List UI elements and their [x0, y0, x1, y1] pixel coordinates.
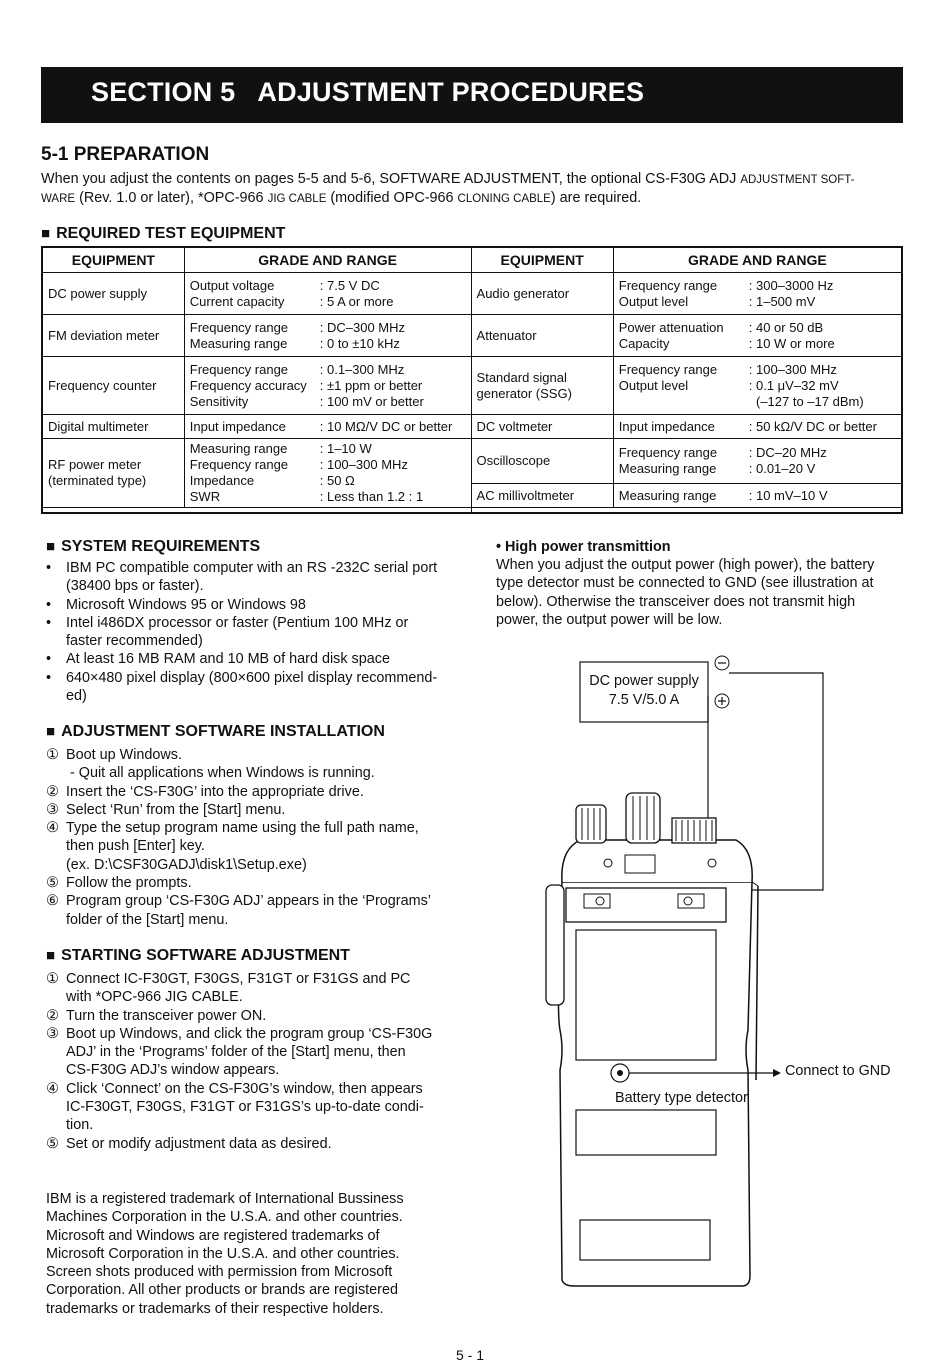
specs-cell [184, 273, 471, 315]
spec-value: : Less than 1.2 : 1 [319, 489, 424, 504]
spec-key: Measuring range [189, 335, 288, 351]
spec-value: : 1–500 mV [748, 293, 816, 309]
spec-key: Output level [618, 293, 689, 309]
highpower-line: type detector must be connected to GND (see illustration at [496, 575, 874, 592]
list-item [46, 669, 448, 706]
highpower-line: When you adjust the output power (high power), the battery [496, 557, 875, 573]
item-line: - Quit all applications when Windows is running. [66, 765, 375, 782]
item-line: with *OPC-966 JIG CABLE. [66, 989, 243, 1006]
spec-row [190, 473, 466, 489]
equipment-name: DC voltmeter [471, 415, 613, 439]
spec-row [619, 378, 896, 394]
spec-row [619, 278, 896, 294]
trademark-line: Microsoft and Windows are registered trademarks of [46, 1227, 380, 1244]
step-number: ⑤ [46, 1135, 59, 1152]
spec-key: Frequency range [189, 319, 289, 335]
spec-row [619, 445, 896, 461]
spec-row [619, 336, 896, 352]
spec-value: (–127 to –17 dBm) [748, 393, 864, 409]
spec-value: : 10 mV–10 V [748, 487, 828, 503]
item-line: Intel i486DX processor or faster (Pentium 100 MHz or [66, 614, 409, 631]
specs-cell [613, 484, 902, 508]
spec-key: Current capacity [189, 293, 285, 309]
numbered-item [46, 874, 448, 892]
spec-key: Capacity [618, 335, 670, 351]
spec-row [190, 419, 466, 435]
item-line: faster recommended) [66, 633, 203, 650]
numbered-item [46, 746, 448, 783]
spec-row [619, 320, 896, 336]
spec-key: Impedance [189, 473, 255, 488]
col-equipment-left: EQUIPMENT [42, 247, 184, 273]
spec-key: Measuring range [189, 441, 288, 456]
spec-row [619, 488, 896, 504]
item-line: IBM PC compatible computer with an RS -232C serial port [66, 560, 438, 576]
item-line: Click ‘Connect’ on the CS-F30G’s window, then appears [66, 1080, 423, 1097]
spec-row [190, 457, 466, 473]
side-grip [546, 885, 564, 1005]
spec-value: : ±1 ppm or better [319, 377, 423, 393]
bullet: • [46, 596, 52, 613]
spec-key: Frequency range [618, 361, 718, 377]
spec-row [190, 320, 466, 336]
spec-key: Frequency range [618, 277, 718, 293]
step-number: ⑥ [46, 893, 59, 910]
spec-row [619, 394, 896, 410]
spec-key: Output voltage [189, 277, 275, 293]
specs-cell [613, 315, 902, 357]
item-line: Turn the transceiver power ON. [66, 1007, 267, 1024]
highpower-text [496, 556, 898, 629]
battery-latch [580, 1220, 710, 1260]
numbered-item [46, 819, 448, 874]
spec-value: : 7.5 V DC [319, 277, 380, 293]
trademark-line: Corporation. All other products or brands are registered [46, 1282, 398, 1299]
prep-text-4-sc: CLONING CABLE [457, 193, 551, 206]
specs-cell [184, 415, 471, 439]
step-number: ③ [46, 801, 59, 818]
spec-value: : 0 to ±10 kHz [319, 335, 400, 351]
item-line: ADJ’ in the ‘Programs’ folder of the [Start] menu, then [66, 1044, 406, 1061]
item-line: Boot up Windows, and click the program group ‘CS-F30G [66, 1025, 433, 1042]
preparation-title: 5-1 PREPARATION [41, 144, 210, 165]
radio-diagram [540, 650, 920, 1290]
item-line: 640×480 pixel display (800×600 pixel display recommend- [66, 669, 438, 686]
prep-text-2-sc: WARE [41, 193, 76, 206]
dc-power-label [580, 672, 708, 710]
spec-value: : DC–300 MHz [319, 319, 405, 335]
item-line: Program group ‘CS-F30G ADJ’ appears in the ‘Programs’ [66, 893, 431, 910]
spec-value: : 50 kΩ/V DC or better [748, 418, 877, 434]
prep-text-4: ) are required. [550, 190, 642, 207]
preparation-text [41, 170, 903, 209]
numbered-item [46, 1135, 448, 1153]
table-row [42, 439, 902, 484]
spec-row [190, 278, 466, 294]
numbered-item [46, 1025, 448, 1080]
numbered-item [46, 970, 448, 1007]
specs-cell [613, 415, 902, 439]
gnd-arrow [773, 1069, 781, 1077]
item-line: Connect IC-F30GT, F30GS, F31GT or F31GS and PC [66, 971, 411, 987]
spec-value: : 5 A or more [319, 293, 394, 309]
step-number: ① [46, 971, 59, 987]
section-banner [41, 67, 903, 123]
step-number: ③ [46, 1025, 59, 1042]
trademark-line: IBM is a registered trademark of International Bussiness [46, 1191, 404, 1207]
table-row [42, 415, 902, 439]
list-item [46, 559, 448, 596]
item-line: (ex. D:\CSF30GADJ\disk1\Setup.exe) [66, 856, 307, 873]
spec-value: : 50 Ω [319, 473, 355, 488]
belt-clip-slot [625, 855, 655, 873]
spec-key: Frequency range [189, 457, 289, 472]
spec-value: : 100–300 MHz [319, 457, 408, 472]
list-item [46, 614, 448, 651]
starting-heading: ■ STARTING SOFTWARE ADJUSTMENT [46, 947, 350, 965]
prep-text-3-sc: JIG CABLE [267, 193, 327, 206]
spec-row [190, 362, 466, 378]
item-line: IC-F30GT, F30GS, F31GT or F31GS’s up-to-date condi- [66, 1099, 424, 1116]
numbered-item [46, 892, 448, 929]
spec-key: Measuring range [618, 487, 717, 503]
equipment-name: Digital multimeter [42, 415, 184, 439]
bullet: • [46, 614, 52, 631]
item-line: At least 16 MB RAM and 10 MB of hard disk space [66, 651, 390, 668]
equipment-name: RF power meter (terminated type) [42, 439, 184, 508]
col-grade-right: GRADE AND RANGE [613, 247, 902, 273]
prep-text-2: (Rev. 1.0 or later), *OPC-966 [75, 190, 268, 207]
install-heading: ■ ADJUSTMENT SOFTWARE INSTALLATION [46, 723, 385, 741]
psu-line-2: 7.5 V/5.0 A [608, 692, 680, 708]
equipment-name: AC millivoltmeter [471, 484, 613, 508]
step-number: ④ [46, 1080, 59, 1097]
prep-text-3: (modified OPC-966 [326, 190, 458, 207]
highpower-line: below). Otherwise the transceiver does not transmit high [496, 593, 856, 610]
step-number: ② [46, 783, 59, 800]
numbered-item [46, 801, 448, 819]
equipment-name: DC power supply [42, 273, 184, 315]
psu-line-1: DC power supply [589, 673, 699, 689]
spec-key: Output level [618, 377, 689, 393]
item-line: ed) [66, 688, 87, 705]
battery-window [576, 1110, 716, 1155]
spec-row [190, 394, 466, 410]
step-number: ② [46, 1007, 59, 1024]
system-list [46, 559, 448, 705]
numbered-item [46, 1080, 448, 1135]
step-number: ① [46, 747, 59, 763]
spec-value: : 100 mV or better [319, 393, 424, 409]
spec-row [190, 378, 466, 394]
blank-cell [42, 508, 471, 513]
spec-value: : 10 MΩ/V DC or better [319, 418, 453, 434]
spec-key: Power attenuation [618, 319, 724, 335]
bullet: • [46, 669, 52, 686]
knob-middle [626, 793, 660, 843]
spec-row [190, 294, 466, 310]
numbered-item [46, 1007, 448, 1025]
specs-cell [613, 357, 902, 415]
spec-row [619, 419, 896, 435]
section-title: SECTION 5 ADJUSTMENT PROCEDURES [91, 77, 645, 107]
highpower-line: power, the output power will be low. [496, 611, 723, 628]
item-line: folder of the [Start] menu. [66, 911, 229, 928]
item-line: Select ‘Run’ from the [Start] menu. [66, 801, 286, 818]
trademark-line: Machines Corporation in the U.S.A. and other countries. [46, 1209, 403, 1226]
equipment-name: Oscilloscope [471, 439, 613, 484]
spec-key: Frequency range [189, 361, 289, 377]
trademark-line: Screen shots produced with permission from Microsoft [46, 1264, 393, 1281]
trademark-line: trademarks or trademarks of their respective holders. [46, 1300, 384, 1317]
specs-cell [613, 439, 902, 484]
step-number: ⑤ [46, 875, 59, 892]
spec-value: : 0.01–20 V [748, 461, 816, 476]
spec-value: : DC–20 MHz [748, 445, 827, 460]
blank-cell [471, 508, 902, 513]
specs-cell [184, 439, 471, 508]
spec-row [619, 362, 896, 378]
table-row [42, 315, 902, 357]
spec-value: : 10 W or more [748, 335, 835, 351]
spec-key [619, 394, 749, 410]
spec-row [190, 489, 466, 505]
step-number: ④ [46, 820, 59, 837]
item-line: tion. [66, 1117, 94, 1134]
highpower-title: • High power transmittion [496, 539, 671, 555]
trademark-notice [46, 1190, 448, 1318]
item-line: then push [Enter] key. [66, 838, 205, 855]
numbered-item [46, 783, 448, 801]
equipment-heading: ■ REQUIRED TEST EQUIPMENT [41, 225, 285, 243]
prep-text-1-sc: ADJUSTMENT SOFT- [740, 174, 855, 186]
spec-key: Sensitivity [189, 393, 249, 409]
spec-key: Frequency range [618, 445, 718, 460]
specs-cell [184, 357, 471, 415]
spec-value: : 100–300 MHz [748, 361, 837, 377]
col-grade-left: GRADE AND RANGE [184, 247, 471, 273]
specs-cell [184, 315, 471, 357]
spec-value: : 40 or 50 dB [748, 319, 824, 335]
spec-value: : 1–10 W [319, 441, 372, 456]
connect-gnd-label: Connect to GND [785, 1063, 891, 1079]
system-heading: ■ SYSTEM REQUIREMENTS [46, 538, 260, 556]
spec-value: : 300–3000 Hz [748, 277, 834, 293]
spec-value: : 0.1 μV–32 mV [748, 377, 839, 393]
item-line: CS-F30G ADJ’s window appears. [66, 1062, 280, 1079]
spec-row [619, 294, 896, 310]
spec-key: Measuring range [618, 461, 717, 476]
table-row [42, 357, 902, 415]
bullet: • [46, 560, 52, 576]
knob-left [576, 805, 606, 843]
battery-detector-label: Battery type detector [615, 1090, 748, 1106]
table-row-blank [42, 508, 902, 513]
table-row [42, 273, 902, 315]
equipment-name: Standard signal generator (SSG) [471, 357, 613, 415]
spec-key: Input impedance [618, 418, 715, 434]
bullet: • [46, 651, 52, 668]
list-item [46, 596, 448, 614]
spec-key: Input impedance [189, 418, 286, 434]
equipment-name: FM deviation meter [42, 315, 184, 357]
col-equipment-right: EQUIPMENT [471, 247, 613, 273]
item-line: Set or modify adjustment data as desired. [66, 1135, 332, 1152]
item-line: Boot up Windows. [66, 747, 182, 763]
item-line: (38400 bps or faster). [66, 578, 204, 595]
spec-key: Frequency accuracy [189, 377, 307, 393]
prep-text-1: When you adjust the contents on pages 5-5 and 5-6, SOFTWARE ADJUSTMENT, the optional CS-F30G ADJ [41, 171, 741, 187]
spec-row [619, 461, 896, 477]
list-item [46, 650, 448, 668]
spec-value: : 0.1–300 MHz [319, 361, 405, 377]
equipment-table [41, 246, 903, 514]
battery-label-area [576, 930, 716, 1060]
starting-list [46, 970, 448, 1153]
item-line: Insert the ‘CS-F30G’ into the appropriate drive. [66, 783, 364, 800]
page-number: 5 - 1 [456, 1347, 485, 1363]
equipment-name: Frequency counter [42, 357, 184, 415]
item-line: Type the setup program name using the full path name, [66, 820, 419, 837]
item-line: Microsoft Windows 95 or Windows 98 [66, 596, 306, 613]
spec-key: SWR [189, 489, 221, 504]
item-line: Follow the prompts. [66, 875, 192, 892]
equipment-name: Attenuator [471, 315, 613, 357]
spec-row [190, 441, 466, 457]
spec-row [190, 336, 466, 352]
equipment-name: Audio generator [471, 273, 613, 315]
specs-cell [613, 273, 902, 315]
install-list [46, 746, 448, 929]
trademark-line: Microsoft Corporation in the U.S.A. and other countries. [46, 1245, 400, 1262]
